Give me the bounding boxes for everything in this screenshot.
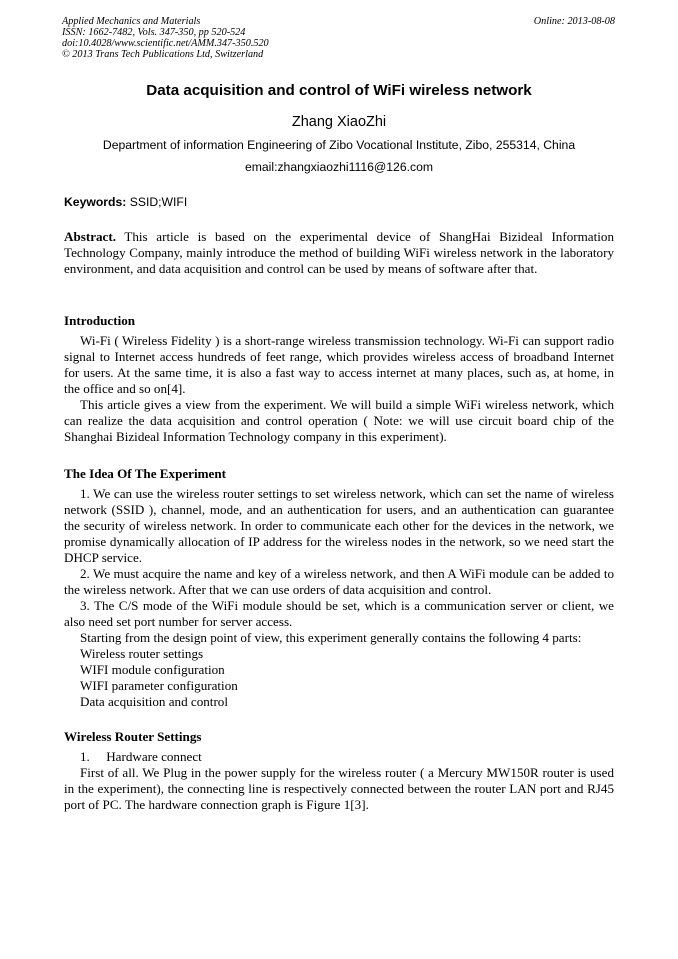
copyright-line: © 2013 Trans Tech Publications Ltd, Switzerland <box>62 49 264 60</box>
list-item: 1. Hardware connect <box>80 749 202 764</box>
abstract-text: This article is based on the experimental device of ShangHai Bizideal Information Technology Company, mainly introduce the method of building WiFi wireless network in the laboratory environment, and data acquisition and control can be used by means of software after that. <box>64 229 614 276</box>
paragraph: 3. The C/S mode of the WiFi module should be set, which is a communication server or client, we also need set port number for server access. <box>64 598 614 629</box>
journal-header <box>62 16 615 60</box>
list-item: WIFI parameter configuration <box>80 678 238 693</box>
router-section <box>64 729 614 813</box>
paragraph: First of all. We Plug in the power supply for the wireless router ( a Mercury MW150R router is used in the experiment), the connecting line is respectively connected between the router LAN port and RJ45 port of PC. The hardware connection graph is Figure 1[3]. <box>64 765 614 812</box>
keywords <box>64 195 187 209</box>
list-item: Data acquisition and control <box>80 694 228 709</box>
section-heading-router: Wireless Router Settings <box>64 729 202 744</box>
author-name: Zhang XiaoZhi <box>291 114 387 130</box>
introduction-section <box>64 313 614 445</box>
keywords-label: Keywords: <box>64 195 127 209</box>
author-email: email:zhangxiaozhi1116@126.com <box>244 160 434 174</box>
online-date: Online: 2013-08-08 <box>533 16 615 27</box>
abstract-label: Abstract. <box>64 229 116 244</box>
list-item: WIFI module configuration <box>80 662 225 677</box>
paper-title: Data acquisition and control of WiFi wireless network <box>146 82 532 99</box>
paragraph: 2. We must acquire the name and key of a wireless network, and then A WiFi module can be added to the wireless network. After that we can use orders of data acquisition and control. <box>64 566 614 597</box>
paragraph: 1. We can use the wireless router settings to set wireless network, which can set the name of wireless network (SSID ), channel, mode, and an authentication for users, and an authentication can guarantee the security of wireless network. In order to communicate each other for the devices in the network, we promise dynamically allocation of IP address for the wireless nodes in the network, so we need start the DHCP service. <box>64 486 614 565</box>
paragraph: This article gives a view from the experiment. We will build a simple WiFi wireless network, which can realize the data acquisition and control operation ( Note: we will use circuit board chip of the Shanghai Bizideal Information Technology company in this experiment). <box>64 397 614 444</box>
keywords-value: SSID;WIFI <box>126 195 188 209</box>
issn-line: ISSN: 1662-7482, Vols. 347-350, pp 520-524 <box>62 27 246 38</box>
section-heading-introduction: Introduction <box>64 313 136 328</box>
idea-section <box>64 466 614 710</box>
affiliation: Department of information Engineering of Zibo Vocational Institute, Zibo, 255314, China <box>102 138 576 152</box>
section-heading-idea: The Idea Of The Experiment <box>64 466 226 481</box>
abstract <box>64 229 614 277</box>
paragraph: Wi-Fi ( Wireless Fidelity ) is a short-range wireless transmission technology. Wi-Fi can support radio signal to Internet access hundreds of feet range, which provides wireless access of broadband Internet for users. At the same time, it is also a fast way to access internet at many places, such as, at home, in the office and so on[4]. <box>64 333 614 396</box>
paragraph: Starting from the design point of view, this experiment generally contains the following 4 parts: <box>80 630 582 645</box>
list-item: Wireless router settings <box>80 646 204 661</box>
doi-line: doi:10.4028/www.scientific.net/AMM.347-350.520 <box>62 38 269 49</box>
journal-name: Applied Mechanics and Materials <box>62 16 201 27</box>
